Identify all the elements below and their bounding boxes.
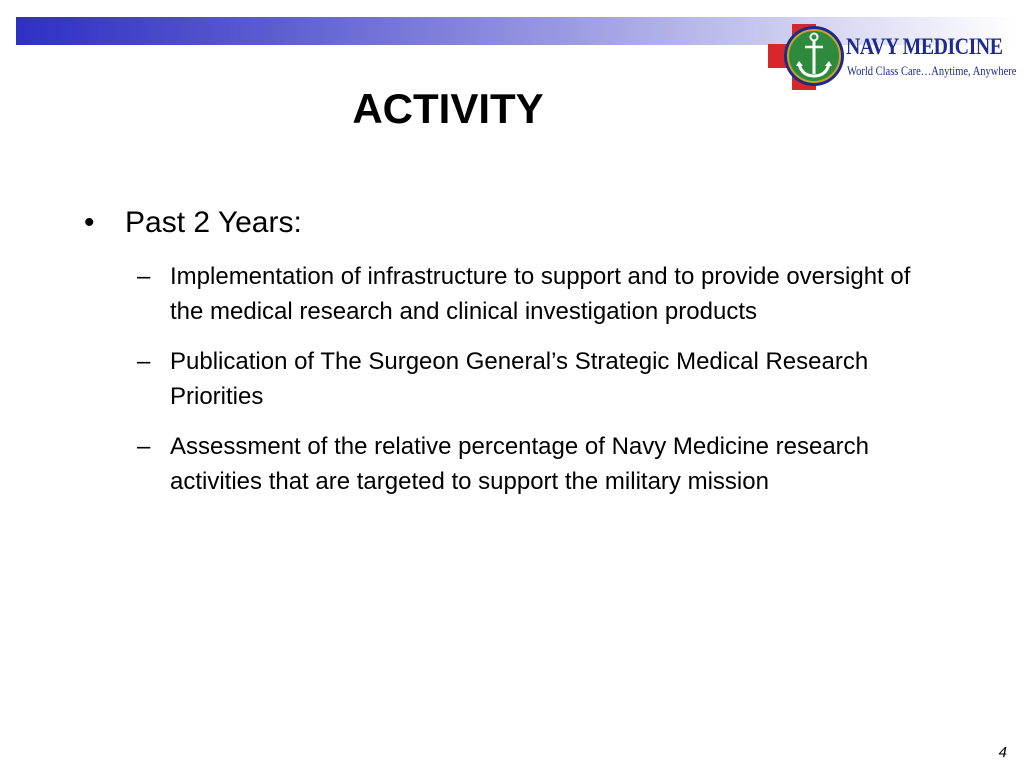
sub-bullet-list [84, 260, 924, 499]
anchor-on-red-cross-icon [766, 20, 846, 92]
dash-marker: – [137, 433, 151, 460]
logo-tagline: World Class Care…Anytime, Anywhere [847, 64, 1017, 78]
sub-bullet-text: Publication of The Surgeon General’s Strategic Medical Research Priorities [170, 348, 869, 410]
dash-marker: – [137, 348, 151, 375]
bullet-marker: • [84, 206, 95, 239]
slide-title: ACTIVITY [352, 85, 544, 132]
sub-bullet-item [84, 430, 930, 499]
dash-marker: – [137, 263, 151, 290]
sub-bullet-item [84, 345, 930, 414]
navy-medicine-logo [766, 20, 1017, 92]
bullet-text: Past 2 Years: [125, 206, 302, 239]
page-number: 4 [998, 744, 1007, 761]
sub-bullet-text: Implementation of infrastructure to support and to provide oversight of the medical research and clinical investigation products [170, 263, 911, 325]
sub-bullet-text: Assessment of the relative percentage of Navy Medicine research activities that are targeted to support the military mission [170, 433, 870, 495]
bullet-item [84, 204, 924, 242]
sub-bullet-item [84, 260, 930, 329]
slide-content [84, 204, 924, 515]
logo-title: NAVY MEDICINE [846, 34, 1003, 59]
